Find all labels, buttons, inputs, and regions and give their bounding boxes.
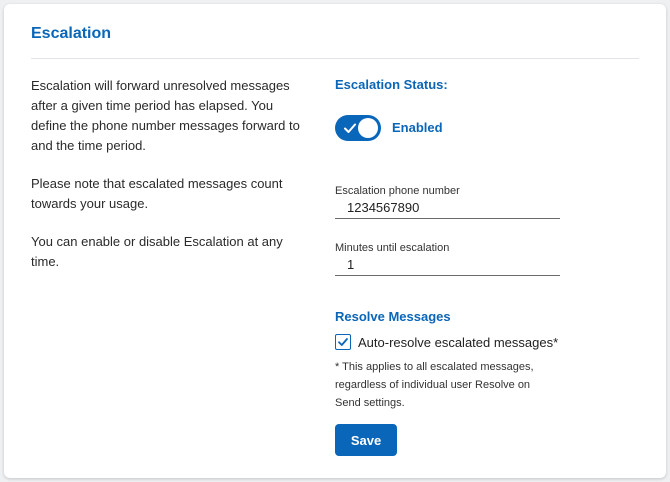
description-paragraph-2: Please note that escalated messages count towards your usage.	[31, 176, 283, 211]
toggle-status-label: Enabled	[392, 120, 443, 135]
description-paragraph-1: Escalation will forward unresolved messages after a given time period has elapsed. You define the phone number messages forward to and the time period.	[31, 78, 300, 153]
auto-resolve-note: * This applies to all escalated messages, regardless of individual user Resolve on Send settings.	[335, 361, 534, 409]
phone-number-input[interactable]	[335, 197, 560, 219]
toggle-knob	[358, 118, 378, 138]
auto-resolve-checkbox[interactable]	[335, 334, 351, 350]
minutes-input[interactable]	[335, 254, 560, 276]
title-divider	[31, 58, 639, 59]
escalation-panel	[4, 4, 666, 478]
save-button[interactable]: Save	[335, 424, 397, 456]
minutes-field-label: Minutes until escalation	[335, 242, 450, 254]
escalation-status-heading: Escalation Status:	[335, 77, 448, 92]
description-column	[31, 76, 311, 290]
escalation-toggle[interactable]	[335, 115, 381, 141]
panel-title: Escalation	[31, 25, 112, 42]
check-icon	[343, 121, 357, 135]
auto-resolve-label: Auto-resolve escalated messages*	[358, 335, 559, 350]
checkmark-icon	[337, 336, 349, 348]
description-paragraph-3: You can enable or disable Escalation at any time.	[31, 234, 283, 269]
phone-field-label: Escalation phone number	[335, 185, 460, 197]
resolve-messages-heading: Resolve Messages	[335, 309, 451, 324]
